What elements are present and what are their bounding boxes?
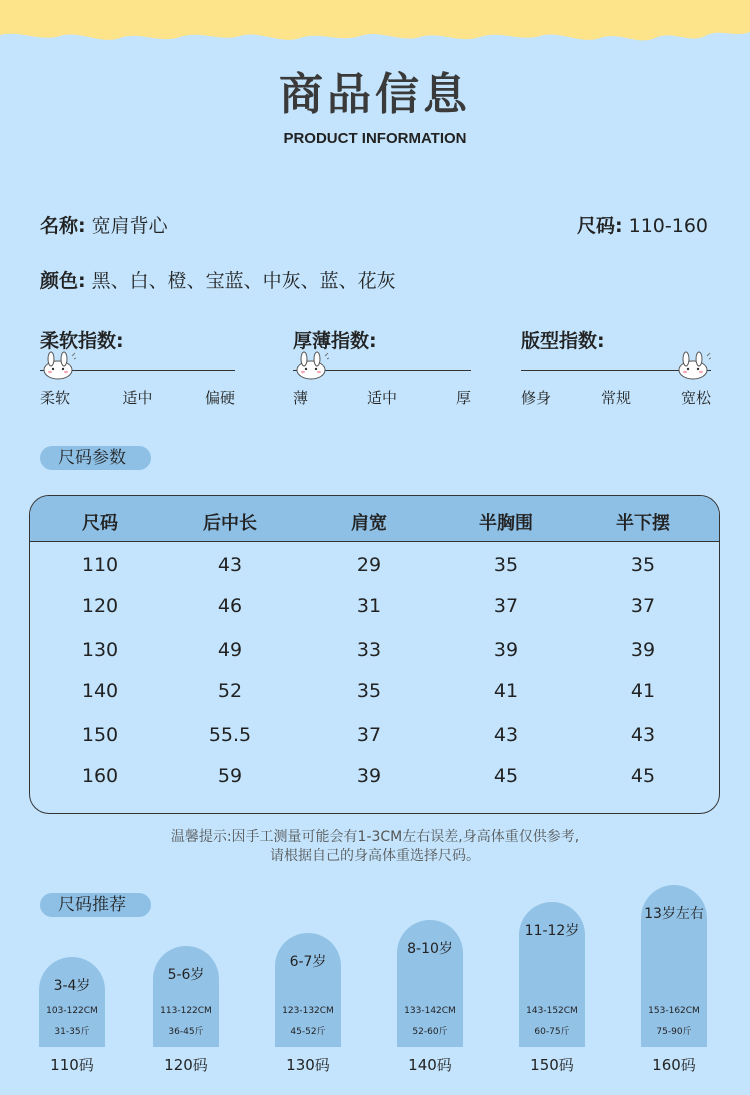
table-cell: 33: [356, 639, 382, 661]
product-size-value: 110-160: [628, 215, 708, 237]
table-header-cell: 半胸围: [479, 513, 533, 534]
page-subtitle: PRODUCT INFORMATION: [283, 130, 467, 147]
softness-label-low: 柔软: [40, 389, 71, 407]
table-cell: 31: [356, 595, 382, 617]
table-cell: 110: [81, 554, 119, 576]
arch-weight-range: 75-90斤: [656, 1027, 692, 1037]
bunny-marker-icon: [293, 350, 329, 382]
table-cell: 46: [217, 595, 243, 617]
arch-size-code: 140码: [408, 1056, 452, 1074]
table-cell: 35: [493, 554, 519, 576]
product-color-label: 颜色:: [40, 270, 86, 292]
product-name-row: [40, 211, 168, 238]
fit-label-low: 修身: [521, 389, 552, 407]
table-cell: 160: [81, 765, 119, 787]
thickness-label-high: 厚: [455, 389, 471, 407]
softness-index-title: 柔软指数:: [40, 330, 124, 352]
size-params-tag: 尺码参数: [40, 446, 151, 470]
arch-age-label: 11-12岁: [524, 923, 580, 939]
arch-weight-range: 31-35斤: [54, 1027, 90, 1037]
arch-age-label: 5-6岁: [167, 967, 205, 983]
table-cell: 37: [493, 595, 519, 617]
thickness-label-mid: 适中: [366, 389, 397, 407]
arch-height-range: 153-162CM: [648, 1006, 700, 1016]
arch-weight-range: 52-60斤: [412, 1027, 448, 1037]
arch-height-range: 113-122CM: [160, 1006, 212, 1016]
table-header-cell: 尺码: [82, 513, 118, 534]
measurement-note-line-1: 温馨提示:因手工测量可能会有1-3CM左右误差,身高体重仅供参考,: [170, 829, 580, 845]
thickness-label-low: 薄: [293, 389, 309, 407]
softness-index: [40, 326, 235, 407]
softness-label-mid: 适中: [122, 389, 153, 407]
fit-label-mid: 常规: [600, 389, 631, 407]
arch-size-code: 150码: [530, 1056, 574, 1074]
arch-age-label: 13岁左右: [644, 906, 704, 922]
arch-height-range: 123-132CM: [282, 1006, 334, 1016]
product-name-label: 名称:: [40, 215, 86, 237]
table-cell: 120: [81, 595, 119, 617]
fit-index: [521, 326, 711, 407]
table-cell: 45: [630, 765, 656, 787]
table-cell: 150: [81, 724, 119, 746]
table-cell: 29: [356, 554, 382, 576]
arch-height-range: 103-122CM: [46, 1006, 98, 1016]
size-recommend-tag: 尺码推荐: [40, 893, 151, 917]
arch-size-code: 130码: [286, 1056, 330, 1074]
size-arch: [39, 957, 105, 1047]
table-cell: 37: [630, 595, 656, 617]
arch-age-label: 6-7岁: [289, 954, 327, 970]
table-cell: 39: [630, 639, 656, 661]
table-cell: 43: [217, 554, 243, 576]
table-cell: 45: [493, 765, 519, 787]
table-header-cell: 后中长: [203, 513, 257, 534]
size-arch: [153, 946, 219, 1047]
table-header-cell: 半下摆: [616, 513, 670, 534]
size-arch: [519, 902, 585, 1047]
table-cell: 35: [630, 554, 656, 576]
product-size-label: 尺码:: [576, 215, 623, 237]
product-color-value: 黑、白、橙、宝蓝、中灰、蓝、花灰: [91, 270, 396, 292]
arch-size-code: 110码: [50, 1056, 94, 1074]
table-cell: 43: [630, 724, 656, 746]
measurement-note: [0, 828, 750, 866]
table-cell: 37: [356, 724, 382, 746]
size-arch: [275, 933, 341, 1047]
table-cell: 52: [217, 680, 243, 702]
arch-weight-range: 60-75斤: [534, 1027, 570, 1037]
arch-weight-range: 36-45斤: [168, 1027, 204, 1037]
fit-index-title: 版型指数:: [521, 330, 605, 352]
table-cell: 35: [356, 680, 382, 702]
product-color-row: [40, 266, 396, 293]
table-cell: 39: [493, 639, 519, 661]
size-arch: [397, 920, 463, 1047]
arch-height-range: 143-152CM: [526, 1006, 578, 1016]
thickness-index: [293, 326, 471, 407]
fit-label-high: 宽松: [680, 389, 711, 407]
top-wave-band: [0, 0, 750, 48]
table-cell: 140: [81, 680, 119, 702]
table-cell: 41: [630, 680, 656, 702]
table-cell: 41: [493, 680, 519, 702]
table-cell: 55.5: [208, 724, 252, 746]
arch-size-code: 160码: [652, 1056, 696, 1074]
size-table: [29, 495, 720, 814]
product-size-row: [577, 211, 708, 238]
arch-age-label: 8-10岁: [407, 941, 453, 957]
page-title: 商品信息: [279, 69, 471, 120]
product-name-value: 宽肩背心: [91, 215, 168, 237]
softness-label-high: 偏硬: [204, 389, 235, 407]
bunny-marker-icon: [40, 350, 76, 382]
table-cell: 43: [493, 724, 519, 746]
arch-height-range: 133-142CM: [404, 1006, 456, 1016]
thickness-index-title: 厚薄指数:: [293, 330, 377, 352]
bunny-marker-icon: [675, 350, 711, 382]
arch-age-label: 3-4岁: [53, 978, 91, 994]
table-header-cell: 肩宽: [351, 513, 387, 534]
table-cell: 49: [217, 639, 243, 661]
arch-weight-range: 45-52斤: [290, 1027, 326, 1037]
size-arch: [641, 885, 707, 1047]
measurement-note-line-2: 请根据自己的身高体重选择尺码。: [270, 848, 480, 864]
table-cell: 39: [356, 765, 382, 787]
table-cell: 130: [81, 639, 119, 661]
table-cell: 59: [217, 765, 243, 787]
arch-size-code: 120码: [164, 1056, 208, 1074]
